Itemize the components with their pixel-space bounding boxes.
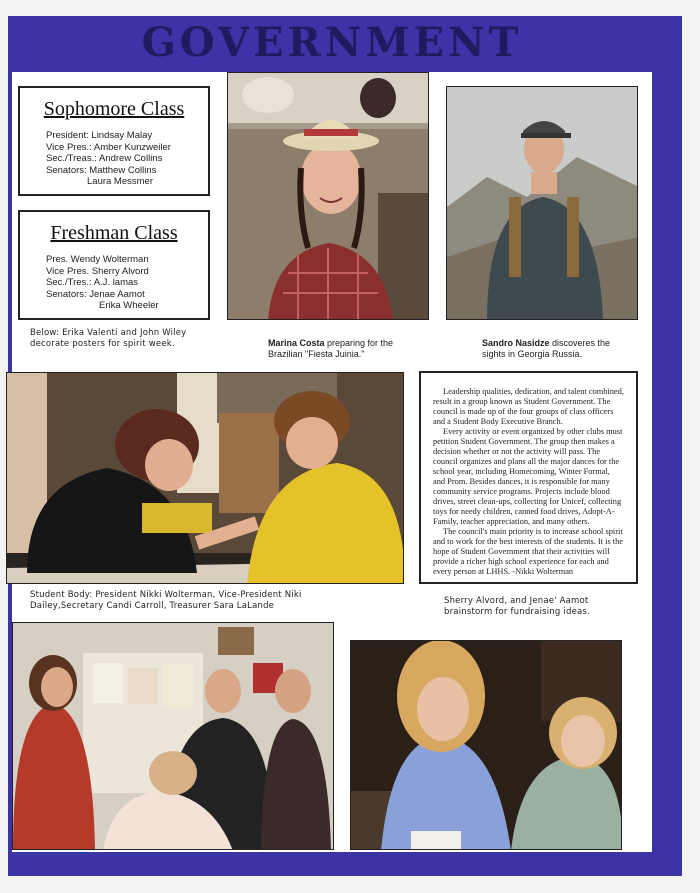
sophomore-heading: Sophomore Class (43, 98, 185, 120)
essay-paragraph: Leadership qualities, dedication, and talent combined, result in a group known as Student Government. The council is made up of the four groups of class officers and a Student Body Executive Branch. (433, 387, 624, 426)
two-students-photo (350, 640, 622, 850)
freshman-line: Senators: Jenae Aamot (46, 288, 145, 300)
person-hat-photo (227, 72, 429, 320)
caption-sandro-name: Sandro Nasidze (482, 338, 550, 348)
caption-below: Below: Erika Valenti and John Wiley decorate posters for spirit week. (30, 328, 187, 349)
freshman-officers (20, 245, 208, 312)
sophomore-line: Laura Messmer (87, 176, 153, 187)
freshman-line: Pres. Wendy Wolterman (46, 254, 149, 265)
sophomore-line: President: Lindsay Malay (46, 130, 153, 141)
page-title: GOVERNMENT (141, 19, 523, 66)
students-desk-photo (6, 372, 404, 584)
caption-marina (268, 338, 418, 360)
freshman-line: Vice Pres. Sherry Alvord (46, 265, 149, 277)
essay-paragraph: The council's main priority is to increase school spirit and to work for the best interests of the students. It is the hope of Student Government that their activities will provide a richer high school experience for each and every person at LHHS. -Nikki Wolterman (433, 527, 624, 576)
essay-paragraph: Every activity or event organized by other clubs must petition Student Government. The group then makes a decision whether or not the activity will pass. The council organizes and plans all the major dances for the school year, including Homecoming, Winter Formal, and Prom. Besides dances, it is responsible for many community service programs. Projects include blood drives, street clean-ups, collecting for Unicef, collecting toys for needy children, canned food drives, Adopt-A-Family, teacher appreciation, and many others. (433, 427, 623, 526)
sophomore-line: Senators: Matthew Collins (46, 164, 157, 176)
caption-sherry: Sherry Alvord, and Jenae' Aamot brainstorm for fundraising ideas. (444, 596, 590, 617)
freshman-line: Erika Wheeler (99, 300, 159, 311)
page-bottom-border (8, 852, 682, 876)
sophomore-line: Sec./Treas.: Andrew Collins (46, 153, 163, 164)
caption-sandro-text: discoveres the sights in Georgia Russia. (482, 338, 611, 359)
caption-marina-name: Marina Costa (268, 338, 325, 348)
sophomore-line: Vice Pres.: Amber Kunzweiler (46, 141, 171, 153)
sophomore-officers (20, 121, 208, 188)
freshman-class-box (18, 210, 210, 320)
freshman-line: Sec./Tres.: A.J. lamas (46, 277, 139, 288)
caption-sandro (482, 338, 622, 360)
freshman-heading: Freshman Class (50, 222, 178, 244)
sophomore-class-box (18, 86, 210, 196)
caption-student-body: Student Body: President Nikki Wolterman, Vice-President Niki Dailey,Secretary Candi Carroll, Treasurer Sara LaLande (30, 590, 302, 611)
caption-marina-text: preparing for the Brazilian "Fiesta Juinia." (268, 338, 394, 359)
group-office-photo (12, 622, 334, 850)
government-essay (419, 371, 638, 584)
person-backpack-photo (446, 86, 638, 320)
